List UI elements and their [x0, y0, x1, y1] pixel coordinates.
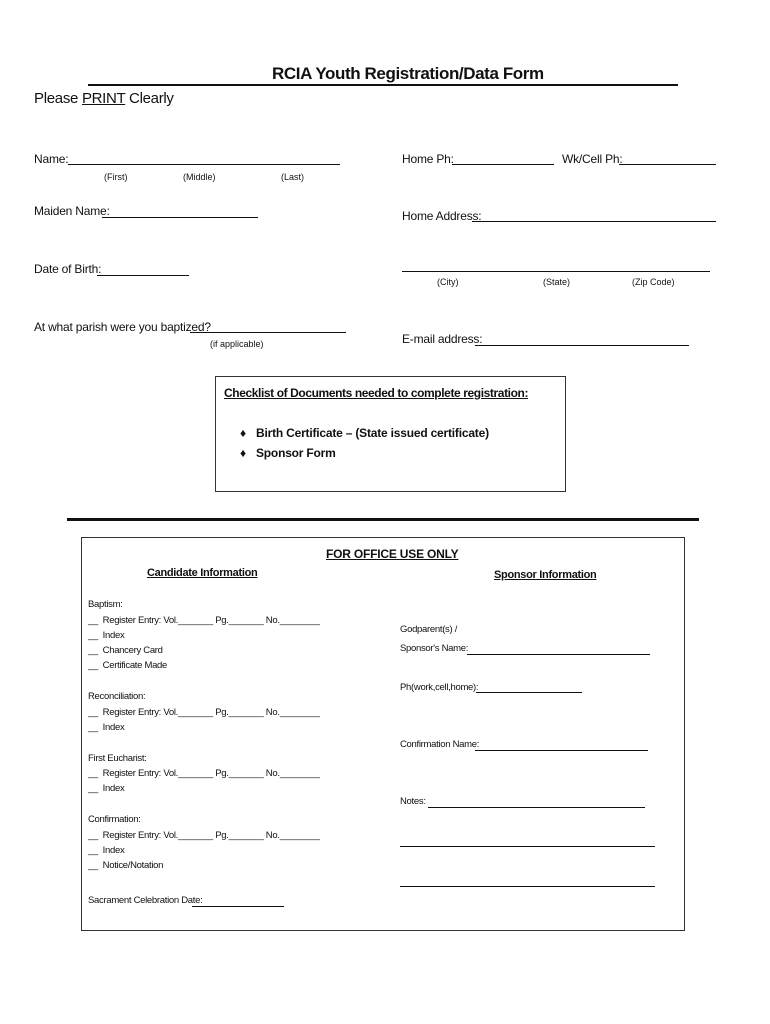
item-label: Notice/Notation	[102, 860, 164, 871]
register-entry-label: Register Entry: Vol.	[102, 707, 178, 718]
item-label: Index	[102, 783, 125, 794]
checkbox-blank[interactable]: __	[88, 615, 98, 626]
vol-field[interactable]: _______	[177, 615, 213, 626]
checklist-item-label: Birth Certificate – (State issued certificate)	[256, 426, 489, 440]
checkbox-blank[interactable]: __	[88, 845, 98, 856]
name-label: Name:	[34, 152, 69, 166]
checkbox-blank[interactable]: __	[88, 783, 98, 794]
print-suffix: Clearly	[125, 90, 174, 107]
checkbox-blank[interactable]: __	[88, 630, 98, 641]
no-field[interactable]: ________	[279, 615, 320, 626]
home-phone-field[interactable]	[452, 164, 554, 165]
pg-label: Pg.	[215, 615, 229, 626]
city-caption: (City)	[437, 277, 459, 287]
baptism-label: Baptism:	[88, 599, 123, 610]
checklist-item-label: Sponsor Form	[256, 446, 336, 460]
zip-caption: (Zip Code)	[632, 277, 675, 287]
bullet-icon: ♦	[240, 446, 246, 460]
first-caption: (First)	[104, 172, 128, 182]
checklist-item	[240, 426, 489, 440]
middle-caption: (Middle)	[183, 172, 216, 182]
no-label: No.	[265, 707, 280, 718]
email-label: E-mail address:	[402, 332, 483, 346]
sponsor-phone-label: Ph(work,cell,home):	[400, 682, 479, 693]
item-label: Chancery Card	[102, 645, 163, 656]
last-caption: (Last)	[281, 172, 305, 182]
first-eucharist-item	[88, 783, 124, 794]
home-phone-label: Home Ph:	[402, 152, 454, 166]
checkbox-blank[interactable]: __	[88, 830, 98, 841]
checkbox-blank[interactable]: __	[88, 660, 98, 671]
item-label: Certificate Made	[102, 660, 168, 671]
no-field[interactable]: ________	[279, 707, 320, 718]
pg-field[interactable]: _______	[228, 830, 264, 841]
office-use-title: FOR OFFICE USE ONLY	[326, 547, 459, 561]
no-field[interactable]: ________	[279, 768, 320, 779]
confirmation-name-field[interactable]	[475, 750, 648, 751]
vol-field[interactable]: _______	[177, 707, 213, 718]
baptism-item	[88, 645, 163, 656]
pg-field[interactable]: _______	[228, 615, 264, 626]
no-label: No.	[265, 615, 280, 626]
confirmation-item	[88, 845, 124, 856]
confirmation-name-label: Confirmation Name:	[400, 739, 480, 750]
pg-label: Pg.	[215, 830, 229, 841]
checklist-item	[240, 446, 336, 460]
pg-field[interactable]: _______	[228, 707, 264, 718]
notes-field[interactable]	[428, 807, 645, 808]
home-address-label: Home Address:	[402, 209, 482, 223]
sacrament-date-field[interactable]	[192, 906, 284, 907]
sponsor-info-heading: Sponsor Information	[494, 569, 597, 581]
sponsor-phone-field[interactable]	[476, 692, 582, 693]
email-field[interactable]	[475, 345, 689, 346]
item-label: Index	[102, 722, 125, 733]
office-use-box	[81, 537, 685, 931]
pg-field[interactable]: _______	[228, 768, 264, 779]
vol-field[interactable]: _______	[177, 768, 213, 779]
dob-label: Date of Birth:	[34, 262, 102, 276]
register-entry-label: Register Entry: Vol.	[102, 830, 178, 841]
first-eucharist-register-row	[88, 768, 320, 779]
parish-label: At what parish were you baptized?	[34, 320, 211, 334]
baptism-item	[88, 660, 167, 671]
pg-label: Pg.	[215, 768, 229, 779]
work-cell-phone-label: Wk/Cell Ph:	[562, 152, 623, 166]
home-address-field[interactable]	[472, 221, 716, 222]
checkbox-blank[interactable]: __	[88, 707, 98, 718]
item-label: Index	[102, 630, 125, 641]
no-label: No.	[265, 768, 280, 779]
print-word: PRINT	[81, 90, 126, 107]
notes-label: Notes:	[400, 796, 426, 807]
form-title: RCIA Youth Registration/Data Form	[272, 64, 544, 83]
title-rule	[88, 84, 678, 86]
reconciliation-label: Reconciliation:	[88, 691, 146, 702]
vol-field[interactable]: _______	[177, 830, 213, 841]
register-entry-label: Register Entry: Vol.	[102, 615, 178, 626]
state-caption: (State)	[543, 277, 571, 287]
bullet-icon: ♦	[240, 426, 246, 440]
first-eucharist-label: First Eucharist:	[88, 753, 147, 764]
baptism-register-row	[88, 615, 320, 626]
checkbox-blank[interactable]: __	[88, 722, 98, 733]
checklist-title: Checklist of Documents needed to complete registration:	[224, 386, 529, 400]
reconciliation-item	[88, 722, 124, 733]
city-state-zip-field[interactable]	[402, 271, 710, 272]
no-field[interactable]: ________	[279, 830, 320, 841]
confirmation-register-row	[88, 830, 320, 841]
sponsor-name-label: Sponsor's Name:	[400, 643, 469, 654]
reconciliation-register-row	[88, 707, 320, 718]
maiden-name-field[interactable]	[102, 217, 258, 218]
print-prefix: Please	[34, 90, 82, 107]
checkbox-blank[interactable]: __	[88, 768, 98, 779]
pg-label: Pg.	[215, 707, 229, 718]
sacrament-date-label: Sacrament Celebration Date:	[88, 895, 203, 906]
confirmation-item	[88, 860, 163, 871]
item-label: Index	[102, 845, 125, 856]
confirmation-label: Confirmation:	[88, 814, 141, 825]
godparent-label: Godparent(s) /	[400, 624, 458, 635]
section-divider	[67, 518, 699, 521]
notes-field[interactable]	[400, 846, 655, 847]
dob-field[interactable]	[97, 275, 189, 276]
checkbox-blank[interactable]: __	[88, 645, 98, 656]
checkbox-blank[interactable]: __	[88, 860, 98, 871]
notes-field[interactable]	[400, 886, 655, 887]
if-applicable-caption: (if applicable)	[210, 339, 264, 349]
no-label: No.	[265, 830, 280, 841]
register-entry-label: Register Entry: Vol.	[102, 768, 178, 779]
parish-field[interactable]	[190, 332, 346, 333]
baptism-item	[88, 630, 124, 641]
sponsor-name-field[interactable]	[467, 654, 650, 655]
maiden-name-label: Maiden Name:	[34, 204, 110, 218]
candidate-info-heading: Candidate Information	[147, 567, 258, 579]
print-instruction	[34, 90, 174, 107]
work-cell-phone-field[interactable]	[619, 164, 716, 165]
name-field[interactable]	[68, 164, 340, 165]
